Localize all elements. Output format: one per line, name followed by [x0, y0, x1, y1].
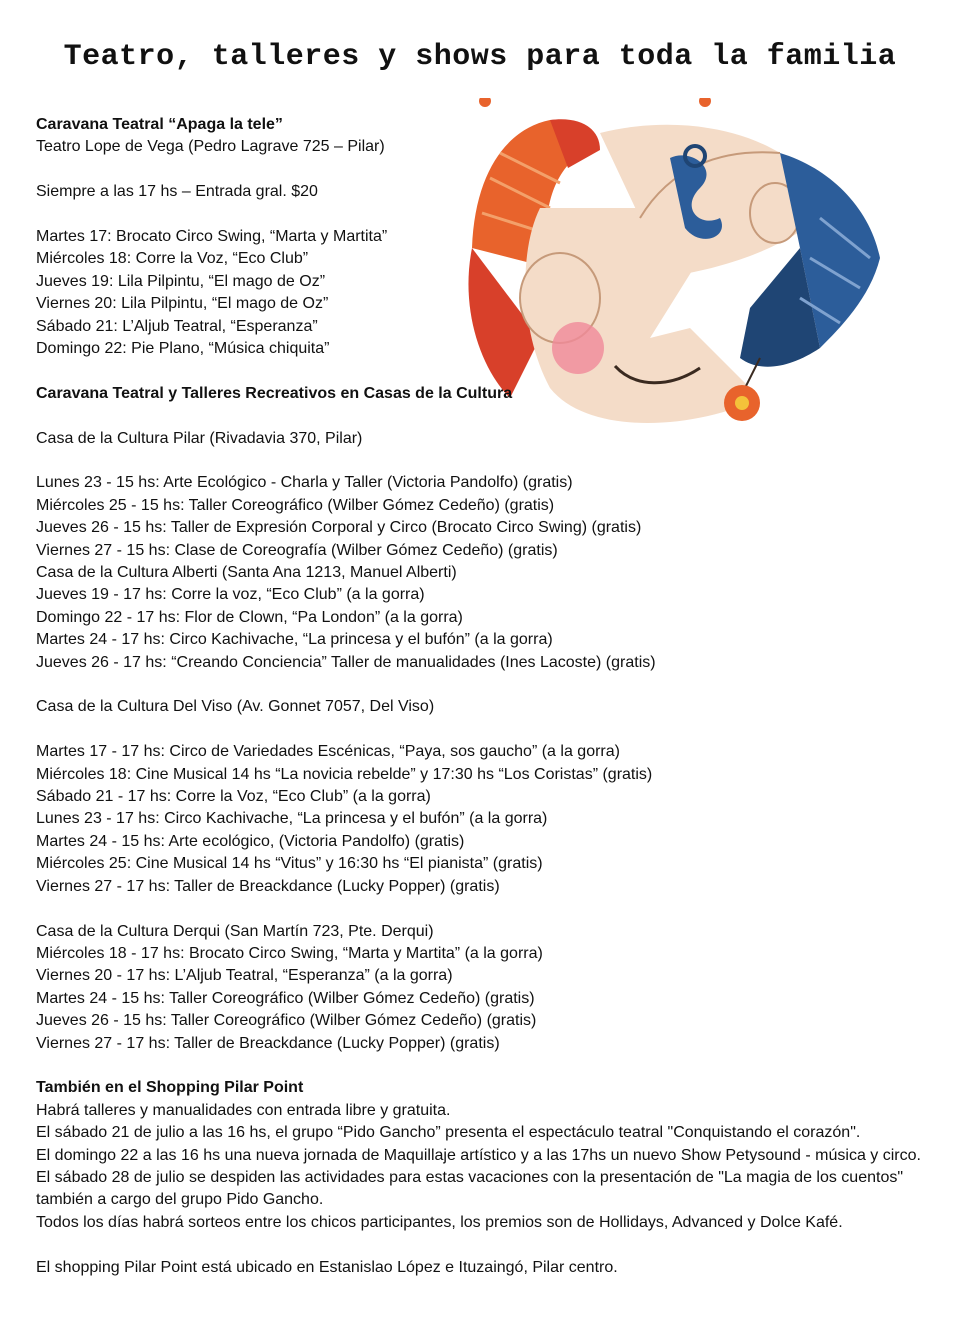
- paragraph: El sábado 21 de julio a las 16 hs, el grupo “Pido Gancho” presenta el espectáculo teatral "Conquistando el corazón".: [36, 1124, 861, 1142]
- section-heading: Caravana Teatral y Talleres Recreativos en Casas de la Cultura: [36, 384, 513, 402]
- schedule-item: Martes 24 - 15 hs: Arte ecológico, (Victoria Pandolfo) (gratis): [36, 832, 465, 850]
- schedule-item: Miércoles 25 - 15 hs: Taller Coreográfico (Wilber Gómez Cedeño) (gratis): [36, 496, 555, 514]
- schedule-item: Domingo 22: Pie Plano, “Música chiquita”: [36, 340, 330, 358]
- schedule-item: Martes 24 - 17 hs: Circo Kachivache, “La princesa y el bufón” (a la gorra): [36, 631, 553, 649]
- schedule-item: Viernes 27 - 15 hs: Clase de Coreografía (Wilber Gómez Cedeño) (gratis): [36, 541, 558, 559]
- page-title: Teatro, talleres y shows para toda la familia: [63, 40, 897, 74]
- schedule-item: Sábado 21 - 17 hs: Corre la Voz, “Eco Club” (a la gorra): [36, 788, 431, 806]
- paragraph: Todos los días habrá sorteos entre los chicos participantes, los premios son de Hollidays, Advanced y Dolce Kafé.: [36, 1213, 843, 1231]
- schedule-item: Jueves 26 - 17 hs: “Creando Conciencia” Taller de manualidades (Ines Lacoste) (gratis): [36, 653, 656, 671]
- section-heading: Caravana Teatral “Apaga la tele”: [36, 116, 283, 133]
- document-body: [36, 114, 936, 1279]
- schedule-item: Miércoles 25: Cine Musical 14 hs “Vitus” y 16:30 hs “El pianista” (gratis): [36, 855, 543, 873]
- schedule-item: Martes 24 - 15 hs: Taller Coreográfico (Wilber Gómez Cedeño) (gratis): [36, 989, 535, 1007]
- paragraph: Habrá talleres y manualidades con entrada libre y gratuita.: [36, 1101, 451, 1119]
- schedule-item: Martes 17 - 17 hs: Circo de Variedades Escénicas, “Paya, sos gaucho” (a la gorra): [36, 743, 620, 761]
- schedule-item: Jueves 26 - 15 hs: Taller Coreográfico (Wilber Gómez Cedeño) (gratis): [36, 1012, 537, 1030]
- paragraph: El domingo 22 a las 16 hs una nueva jornada de Maquillaje artístico y a las 17hs un nuevo Show Petysound - música y circo.: [36, 1146, 921, 1164]
- schedule-item: Miércoles 18: Cine Musical 14 hs “La novicia rebelde” y 17:30 hs “Los Coristas” (gratis): [36, 765, 653, 783]
- section-heading: También en el Shopping Pilar Point: [36, 1079, 304, 1097]
- schedule-item: Jueves 19 - 17 hs: Corre la voz, “Eco Club” (a la gorra): [36, 586, 425, 604]
- schedule-item: Domingo 22 - 17 hs: Flor de Clown, “Pa London” (a la gorra): [36, 608, 463, 626]
- paragraph: El sábado 28 de julio se despiden las actividades para estas vacaciones con la presentación de "La magia de los cuentos" también a cargo del grupo Pido Gancho.: [36, 1168, 904, 1209]
- venue-line: Casa de la Cultura Del Viso (Av. Gonnet 7057, Del Viso): [36, 698, 435, 716]
- schedule-item: Miércoles 18 - 17 hs: Brocato Circo Swing, “Marta y Martita” (a la gorra): [36, 944, 543, 962]
- info-line: Siempre a las 17 hs – Entrada gral. $20: [36, 183, 318, 201]
- schedule-item: Viernes 20: Lila Pilpintu, “El mago de Oz”: [36, 295, 329, 313]
- schedule-item: Miércoles 18: Corre la Voz, “Eco Club”: [36, 250, 309, 268]
- schedule-item: Viernes 27 - 17 hs: Taller de Breackdance (Lucky Popper) (gratis): [36, 877, 500, 895]
- venue-line: Casa de la Cultura Pilar (Rivadavia 370, Pilar): [36, 429, 363, 447]
- orange-dot: [699, 98, 711, 107]
- venue-line: Casa de la Cultura Derqui (San Martín 723, Pte. Derqui): [36, 922, 434, 940]
- schedule-item: Sábado 21: L’Aljub Teatral, “Esperanza”: [36, 317, 318, 335]
- location-line: El shopping Pilar Point está ubicado en Estanislao López e Ituzaingó, Pilar centro.: [36, 1258, 618, 1276]
- schedule-item: Viernes 20 - 17 hs: L’Aljub Teatral, “Esperanza” (a la gorra): [36, 967, 453, 985]
- schedule-item: Jueves 19: Lila Pilpintu, “El mago de Oz”: [36, 272, 326, 290]
- schedule-item: Jueves 26 - 15 hs: Taller de Expresión Corporal y Circo (Brocato Circo Swing) (gratis): [36, 519, 642, 537]
- venue-line: Teatro Lope de Vega (Pedro Lagrave 725 – Pilar): [36, 138, 385, 156]
- schedule-item: Viernes 27 - 17 hs: Taller de Breackdance (Lucky Popper) (gratis): [36, 1034, 500, 1052]
- schedule-item: Martes 17: Brocato Circo Swing, “Marta y Martita”: [36, 228, 388, 245]
- orange-dot: [479, 98, 491, 107]
- venue-line: Casa de la Cultura Alberti (Santa Ana 1213, Manuel Alberti): [36, 564, 457, 582]
- schedule-item: Lunes 23 - 17 hs: Circo Kachivache, “La princesa y el bufón” (a la gorra): [36, 810, 548, 828]
- schedule-item: Lunes 23 - 15 hs: Arte Ecológico - Charla y Taller (Victoria Pandolfo) (gratis): [36, 474, 573, 492]
